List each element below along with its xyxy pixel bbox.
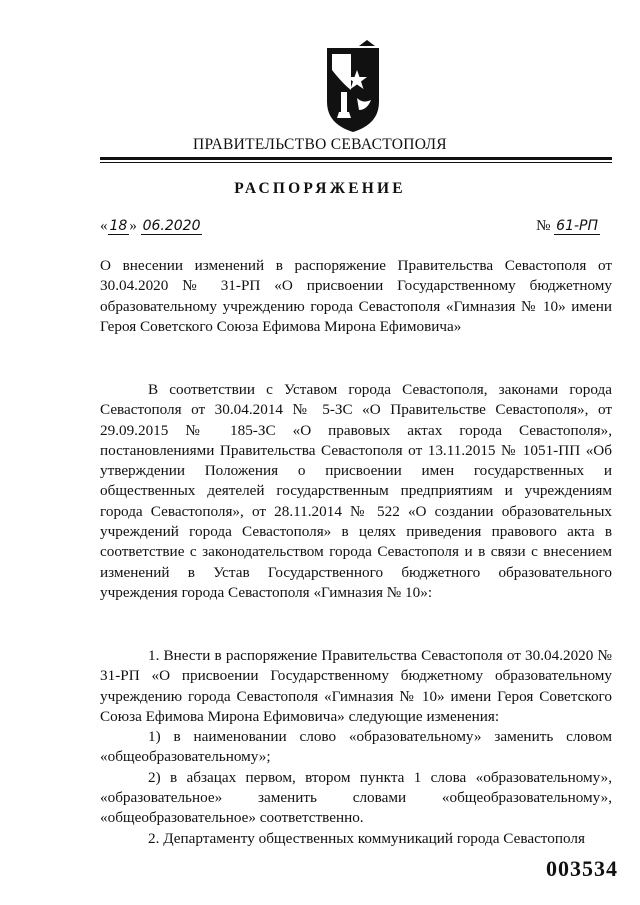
date-close-quote: »: [129, 218, 141, 234]
item-paragraph: 2. Департаменту общественных коммуникаций города Севастополя: [148, 829, 585, 847]
date-day: 18: [109, 218, 128, 234]
number-value: 61-РП: [556, 218, 598, 234]
document-number: [536, 218, 600, 235]
number-sign: №: [536, 218, 555, 234]
document-type: РАСПОРЯЖЕНИЕ: [234, 180, 406, 197]
header-divider-thin: [100, 162, 612, 163]
preamble-section: [100, 380, 612, 603]
preamble-paragraph: В соответствии с Уставом города Севастополя, законами города Севастополя от 30.04.2014 № 5-ЗС «О Правительстве Севастополя», от 29.09.2015 № 185-ЗС «О правовых актах города Севастополя», постановлениями Правительства Севастополя от 13.11.2015 № 1051-ПП «Об утверждении Положения о присвоении имен государственных и общественных деятелей государственным предприятиям и учреждениям города Севастополя», от 28.11.2014 № 522 «О создании образовательных учреждений города Севастополя» в целях приведения правового акта в соответствие с законодательством города Севастополя и в связи с внесением изменений в Устав Государственного бюджетного образовательного учреждения города Севастополя «Гимназия № 10»:: [100, 381, 612, 601]
item-paragraph: 1. Внести в распоряжение Правительства Севастополя от 30.04.2020 № 31-РП «О присвоении Государственному бюджетному образовательному учреждению города Севастополя «Гимназия № 10» имени Героя Советского Союза Ефимова Мирона Ефимовича» следующие изменения:: [100, 647, 612, 725]
document-date: [100, 218, 202, 235]
date-month-year: 06.2020: [142, 218, 201, 234]
date-open-quote: «: [100, 218, 108, 234]
organization-title: ПРАВИТЕЛЬСТВО СЕВАСТОПОЛЯ: [193, 136, 447, 153]
serial-number: 003534: [546, 856, 618, 881]
item-paragraph: 2) в абзацах первом, втором пункта 1 слова «образовательному», «образовательное» заменить словами «общеобразовательному», «общеобразовательное» соответственно.: [100, 768, 612, 827]
items-section: [100, 646, 612, 849]
item-paragraph: 1) в наименовании слово «образовательному» заменить словом «общеобразовательному»;: [100, 728, 612, 766]
document-subject: О внесении изменений в распоряжение Правительства Севастополя от 30.04.2020 № 31-РП «О присвоении Государственному бюджетному образовательному учреждению города Севастополя «Гимназия № 10» имени Героя Советского Союза Ефимова Мирона Ефимовича»: [100, 257, 612, 335]
header-divider-thick: [100, 157, 612, 160]
coat-of-arms-emblem: [323, 40, 383, 135]
